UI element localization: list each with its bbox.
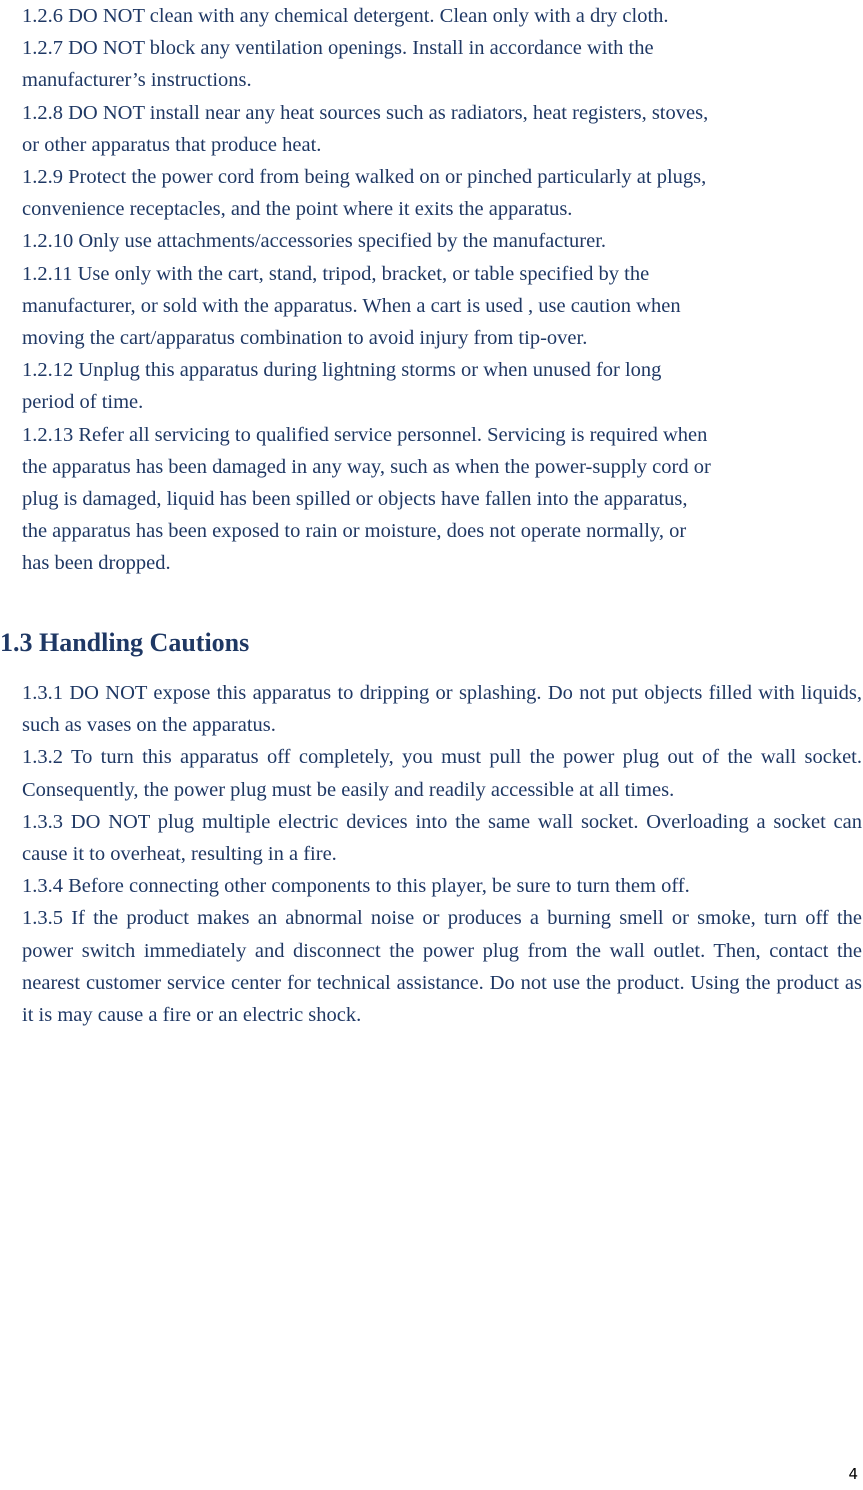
text-line: the apparatus has been exposed to rain or moisture, does not operate normally, or [22,520,687,543]
text-line: 1.2.10 Only use attachments/accessories specified by the manufacturer. [22,230,607,253]
section-1-2-list [22,0,860,580]
caution-item: 1.3.2 To turn this apparatus off completely, you must pull the power plug out of the wall socket. Consequently, the power plug must be easily and readily accessible at all times. [22,746,862,801]
text-line: 1.2.7 DO NOT block any ventilation openings. Install in accordance with the [22,37,654,60]
page-number: 4 [848,1465,858,1483]
text-line: plug is damaged, liquid has been spilled or objects have fallen into the apparatus, [22,488,688,511]
text-line: manufacturer’s instructions. [22,69,252,92]
text-line: 1.2.6 DO NOT clean with any chemical detergent. Clean only with a dry cloth. [22,5,669,27]
text-line: the apparatus has been damaged in any way, such as when the power-supply cord or [22,455,711,478]
caution-item: 1.3.3 DO NOT plug multiple electric devices into the same wall socket. Overloading a socket can cause it to overheat, resulting in a fire. [22,810,862,866]
text-line: manufacturer, or sold with the apparatus. When a cart is used , use caution when [22,294,681,317]
text-line: period of time. [22,391,144,414]
caution-item: 1.3.4 Before connecting other components to this player, be sure to turn them off. [22,875,690,898]
text-line: moving the cart/apparatus combination to avoid injury from tip-over. [22,327,588,350]
text-line: or other apparatus that produce heat. [22,133,322,156]
section-heading: 1.3 Handling Cautions [0,628,250,657]
text-line: 1.2.8 DO NOT install near any heat sources such as radiators, heat registers, stoves, [22,101,709,124]
text-line: convenience receptacles, and the point where it exits the apparatus. [22,198,573,221]
caution-item: 1.3.5 If the product makes an abnormal noise or produces a burning smell or smoke, turn off the power switch immediately and disconnect the power plug from the wall outlet. Then, contact the nearest customer service center for technical assistance. Do not use the product. Using the product as it is may cause a fire or an electric shock. [22,907,862,1027]
text-line: 1.2.9 Protect the power cord from being walked on or pinched particularly at plugs, [22,166,707,189]
text-line: 1.2.11 Use only with the cart, stand, tripod, bracket, or table specified by the [22,262,650,285]
caution-item: 1.3.1 DO NOT expose this apparatus to dripping or splashing. Do not put objects filled with liquids, such as vases on the apparatus. [22,682,862,737]
text-line: has been dropped. [22,552,171,575]
text-line: 1.2.13 Refer all servicing to qualified service personnel. Servicing is required when [22,423,708,446]
text-line: 1.2.12 Unplug this apparatus during lightning storms or when unused for long [22,359,662,382]
section-1-3-list [22,677,862,1031]
